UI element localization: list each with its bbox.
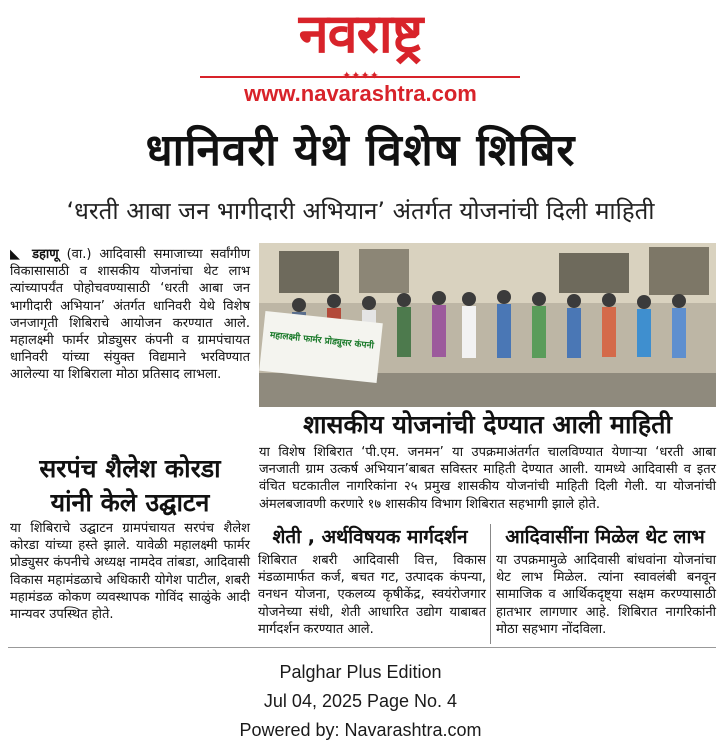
banner-text: महालक्ष्मी फार्मर प्रोड्युसर कंपनी xyxy=(269,330,375,352)
section1-heading-line2: यांनी केले उद्घाटन xyxy=(50,488,210,517)
section3-body: शिबिरात शबरी आदिवासी वित्त, विकास मंडळामार्फत कर्ज, बचत गट, उत्पादक कंपन्या, वनधन योजना, एकलव्य कृषीकेंद्र, स्वयंरोजगार योजनेच्या संधी, शेती आधारित उद्योग याबाबत मार्गदर्शन करण्यात आले. xyxy=(258,553,486,637)
masthead-stars: ✦✦✦✦ xyxy=(342,69,379,82)
intro-text: आदिवासी समाजाच्या सर्वांगीण विकासासाठी व शासकीय योजनांचा थेट लाभ त्यांच्यापर्यंत पोहोचवण्यासाठी ‘धरती आबा जन भागीदारी अभियान’ अंतर्गत धानिवरी येथे विशेष जनजागृती शिबिराचे आयोजन करण्यात आले. महालक्ष्मी फार्मर प्रोड्युसर कंपनी व ग्रामपंचायत धानिवरी यांच्या संयुक्त विद्यमाने भरविण्यात आलेल्या या शिबिराला मोठा प्रतिसाद लाभला. xyxy=(10,247,250,383)
section1-heading-line1: सरपंच शैलेश कोरडा xyxy=(39,454,221,483)
website-suffix: .com xyxy=(425,81,477,106)
footer-powered-by: Powered by: Navarashtra.com xyxy=(239,720,482,740)
website-prefix: www. xyxy=(244,81,301,106)
footer-date-page: Jul 04, 2025 Page No. 4 xyxy=(263,691,458,711)
section4-body: या उपक्रमामुळे आदिवासी बांधवांना योजनांचा थेट लाभ मिळेल. त्यांना स्वावलंबी बनवून सामाजिक व आर्थिकदृष्ट्या सक्षम करण्यासाठी हातभार लागणार आहे. शिबिरात नागरिकांनी मोठा सहभाग नोंदविला. xyxy=(496,553,716,637)
footer-edition: Palghar Plus Edition xyxy=(279,662,442,682)
website-url xyxy=(0,81,721,107)
section1-heading xyxy=(8,452,252,520)
section3-heading: शेती , अर्थविषयक मार्गदर्शन xyxy=(272,526,468,548)
dateline-marker-icon: ◣ xyxy=(10,247,33,262)
article-headline: धानिवरी येथे विशेष शिबिर xyxy=(145,125,576,176)
dateline-agency: (वा.) xyxy=(66,247,92,262)
dateline-place: डहाणू xyxy=(32,247,59,262)
website-name: navarashtra xyxy=(300,81,426,106)
event-photo xyxy=(259,243,716,407)
section2-body: या विशेष शिबिरात ‘पी.एम. जनमन’ या उपक्रमाअंतर्गत चालविण्यात येणाऱ्या ‘धरती आबा जनजाती ग्राम उत्कर्ष अभियान’बाबत सविस्तर माहिती देण्यात आली. यामध्ये आदिवासी व इतर वंचित घटकातील नागरिकांना २५ प्रमुख शासकीय योजनांची माहिती दिली गेली. या योजनांची अंमलबजावणी करणारे १७ शासकीय विभाग शिबिरात सहभागी झाले होते. xyxy=(259,445,716,512)
intro-paragraph xyxy=(10,246,250,446)
section4-heading: आदिवासींना मिळेल थेट लाभ xyxy=(505,526,705,548)
section1-body: या शिबिराचे उद्घाटन ग्रामपंचायत सरपंच शैलेश कोरडा यांच्या हस्ते झाले. यावेळी महालक्ष्मी फार्मर प्रोड्युसर कंपनीचे अध्यक्ष नामदेव तांबडा, आदिवासी विकास महामंडळाचे अधिकारी योगेश पाटील, शबरी महामंडळ कोकण व्यवस्थापक गोविंद साळुंके आदी मान्यवर उपस्थित होते. xyxy=(10,521,250,623)
section2-heading: शासकीय योजनांची देण्यात आली माहिती xyxy=(303,410,672,439)
event-photo-illustration xyxy=(259,243,716,407)
bottom-rule xyxy=(8,647,716,648)
column-divider xyxy=(490,524,491,644)
newspaper-logo: नवराष्ट्र xyxy=(298,2,423,65)
article-subheadline: ‘धरती आबा जन भागीदारी अभियान’ अंतर्गत योजनांची दिली माहिती xyxy=(66,197,655,225)
